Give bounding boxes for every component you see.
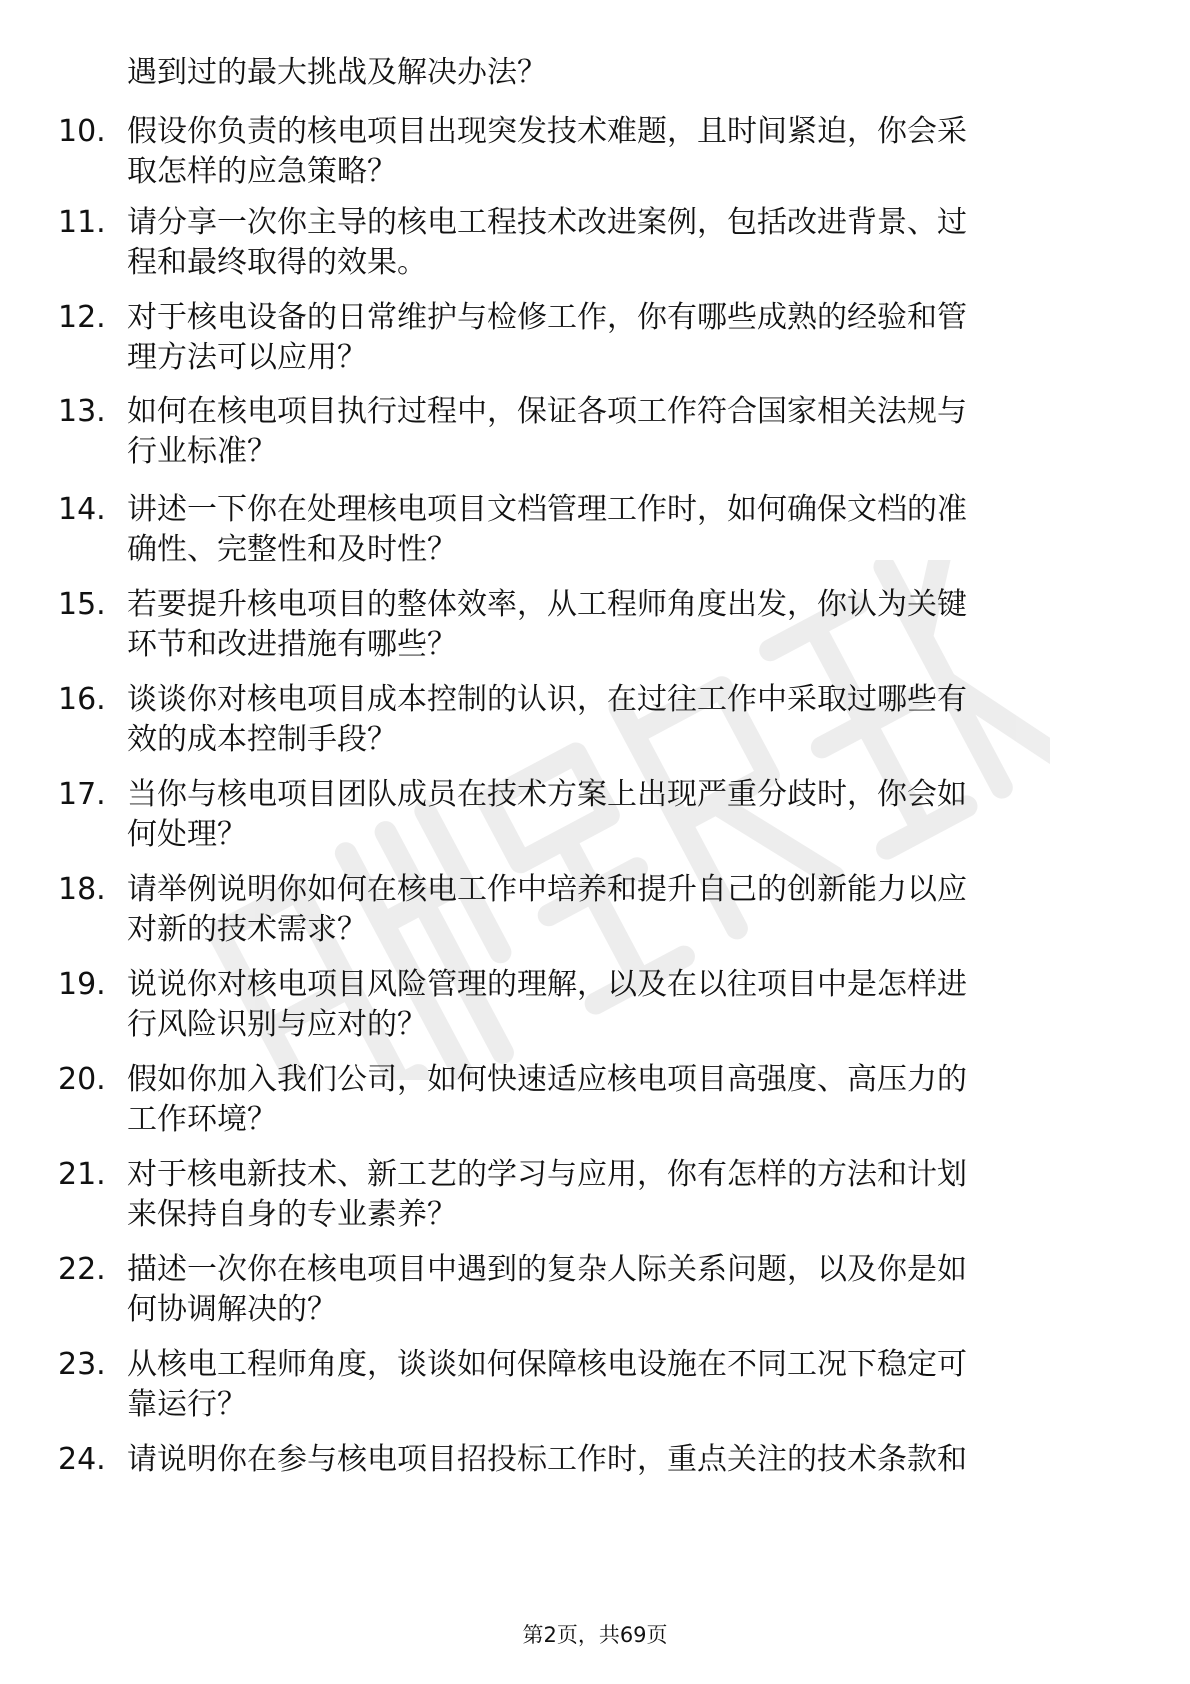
question-number: 19. (58, 967, 106, 1002)
question-text-line: 讲述一下你在处理核电项目文档管理工作时，如何确保文档的准 (127, 492, 967, 527)
question-text-line: 请分享一次你主导的核电工程技术改进案例，包括改进背景、过 (127, 205, 967, 240)
question-number: 11. (58, 205, 106, 240)
question-text-line: 何处理？ (127, 817, 247, 852)
question-number: 15. (58, 587, 106, 622)
question-text-line: 假设你负责的核电项目出现突发技术难题，且时间紧迫，你会采 (127, 114, 967, 149)
question-text-line: 假如你加入我们公司，如何快速适应核电项目高强度、高压力的 (127, 1062, 967, 1097)
question-item (0, 965, 1190, 1057)
question-number: 23. (58, 1347, 106, 1382)
question-text-line: 对新的技术需求？ (127, 912, 367, 947)
question-text-line: 请说明你在参与核电项目招投标工作时，重点关注的技术条款和 (127, 1442, 967, 1477)
question-item (0, 1250, 1190, 1342)
question-item (0, 680, 1190, 772)
question-item (0, 298, 1190, 390)
question-text-line: 请举例说明你如何在核电工作中培养和提升自己的创新能力以应 (127, 872, 967, 907)
question-text-line: 对于核电新技术、新工艺的学习与应用，你有怎样的方法和计划 (127, 1157, 967, 1192)
question-number: 24. (58, 1442, 106, 1477)
question-number: 14. (58, 492, 106, 527)
question-number: 12. (58, 300, 106, 335)
question-item (0, 870, 1190, 962)
question-text-line: 理方法可以应用？ (127, 340, 367, 375)
question-text-line: 效的成本控制手段？ (127, 722, 397, 757)
question-item (0, 392, 1190, 484)
question-number: 20. (58, 1062, 106, 1097)
question-text-line: 对于核电设备的日常维护与检修工作，你有哪些成熟的经验和管 (127, 300, 967, 335)
question-item (0, 1345, 1190, 1437)
question-text-line: 从核电工程师角度，谈谈如何保障核电设施在不同工况下稳定可 (127, 1347, 967, 1382)
question-number: 18. (58, 872, 106, 907)
question-number: 17. (58, 777, 106, 812)
question-item (0, 1060, 1190, 1152)
question-text-line: 当你与核电项目团队成员在技术方案上出现严重分歧时，你会如 (127, 777, 967, 812)
question-number: 22. (58, 1252, 106, 1287)
question-text-line: 取怎样的应急策略？ (127, 154, 397, 189)
continued-question-text: 遇到过的最大挑战及解决办法？ (127, 55, 547, 90)
question-text-line: 工作环境？ (127, 1102, 277, 1137)
question-text-line: 谈谈你对核电项目成本控制的认识，在过往工作中采取过哪些有 (127, 682, 967, 717)
question-number: 21. (58, 1157, 106, 1192)
question-text-line: 来保持自身的专业素养？ (127, 1197, 457, 1232)
question-text-line: 何协调解决的？ (127, 1292, 337, 1327)
question-number: 10. (58, 114, 106, 149)
question-item (0, 775, 1190, 867)
question-text-line: 行业标准？ (127, 434, 277, 469)
question-item (0, 585, 1190, 677)
question-text-line: 行风险识别与应对的？ (127, 1007, 427, 1042)
question-text-line: 说说你对核电项目风险管理的理解，以及在以往项目中是怎样进 (127, 967, 967, 1002)
question-text-line: 描述一次你在核电项目中遇到的复杂人际关系问题，以及你是如 (127, 1252, 967, 1287)
page-number-footer: 第2页，共69页 (522, 1623, 668, 1647)
question-text-line: 靠运行？ (127, 1387, 247, 1422)
question-text-line: 确性、完整性和及时性？ (127, 532, 457, 567)
question-text-line: 如何在核电项目执行过程中，保证各项工作符合国家相关法规与 (127, 394, 967, 429)
question-item (0, 1155, 1190, 1247)
question-item (0, 203, 1190, 295)
question-item (0, 490, 1190, 582)
question-item (0, 1440, 1190, 1532)
question-text-line: 环节和改进措施有哪些？ (127, 627, 457, 662)
question-item (0, 112, 1190, 204)
question-text-line: 若要提升核电项目的整体效率，从工程师角度出发，你认为关键 (127, 587, 967, 622)
question-text-line: 程和最终取得的效果。 (127, 245, 427, 280)
question-number: 13. (58, 394, 106, 429)
question-number: 16. (58, 682, 106, 717)
